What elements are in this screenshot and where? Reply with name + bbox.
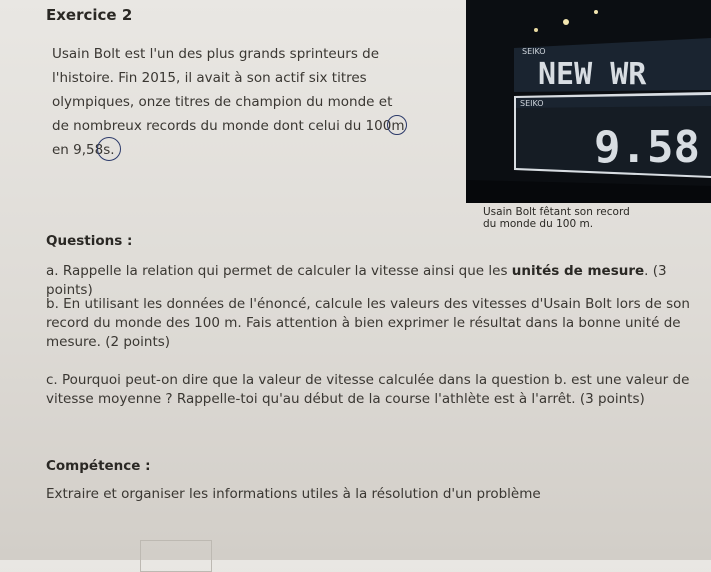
exercise-title: Exercice 2 bbox=[46, 6, 133, 24]
circled-unit-s bbox=[103, 138, 114, 162]
record-board-photo bbox=[466, 0, 711, 203]
record-board-illustration bbox=[466, 0, 711, 203]
question-b-line: mesure. (2 points) bbox=[46, 334, 171, 350]
caption-line: Usain Bolt fêtant son record bbox=[483, 206, 630, 218]
brand-label: SEIKO bbox=[520, 99, 544, 108]
question-a-points: . (3 points) bbox=[46, 263, 667, 298]
intro-line bbox=[52, 114, 422, 138]
circled-unit-m-text: m bbox=[391, 118, 405, 134]
caption-line: du monde du 100 m. bbox=[483, 218, 594, 230]
board-headline: NEW WR bbox=[538, 57, 647, 92]
competence-heading: Compétence : bbox=[46, 458, 151, 474]
pen-circle-mark bbox=[97, 137, 121, 161]
circled-unit-m bbox=[391, 114, 404, 138]
intro-line: Usain Bolt est l'un des plus grands sprinteurs de bbox=[52, 46, 380, 62]
intro-line-text: de nombreux records du monde dont celui du 100 bbox=[52, 118, 392, 134]
circled-unit-s-text: s. bbox=[103, 142, 115, 158]
question-a-emphasis: unités de mesure bbox=[511, 263, 645, 279]
question-b-line: record du monde des 100 m. Fais attention à bien exprimer le résultat dans la bonne unité de bbox=[46, 315, 681, 331]
intro-line-text: en 9,58 bbox=[52, 142, 104, 158]
competence-text: Extraire et organiser les informations utiles à la résolution d'un problème bbox=[46, 486, 541, 502]
answer-box bbox=[140, 540, 212, 572]
question-c-line: c. Pourquoi peut-on dire que la valeur de vitesse calculée dans la question b. est une valeur de bbox=[46, 372, 690, 388]
record-time-display: 9.58 bbox=[594, 122, 700, 173]
brand-label: SEIKO bbox=[522, 47, 546, 56]
photo-caption bbox=[483, 206, 683, 230]
question-c-line: vitesse moyenne ? Rappelle-toi qu'au début de la course l'athlète est à l'arrêt. (3 points) bbox=[46, 391, 645, 407]
intro-paragraph bbox=[52, 42, 422, 162]
question-b bbox=[46, 295, 701, 352]
question-c bbox=[46, 371, 701, 409]
intro-line: olympiques, onze titres de champion du monde et bbox=[52, 94, 393, 110]
intro-line bbox=[52, 138, 422, 162]
questions-heading: Questions : bbox=[46, 233, 133, 249]
question-a-text: a. Rappelle la relation qui permet de calculer la vitesse ainsi que les bbox=[46, 263, 512, 279]
intro-line: l'histoire. Fin 2015, il avait à son actif six titres bbox=[52, 70, 367, 86]
question-b-line: b. En utilisant les données de l'énoncé, calcule les valeurs des vitesses d'Usain Bolt lors de son bbox=[46, 296, 690, 312]
